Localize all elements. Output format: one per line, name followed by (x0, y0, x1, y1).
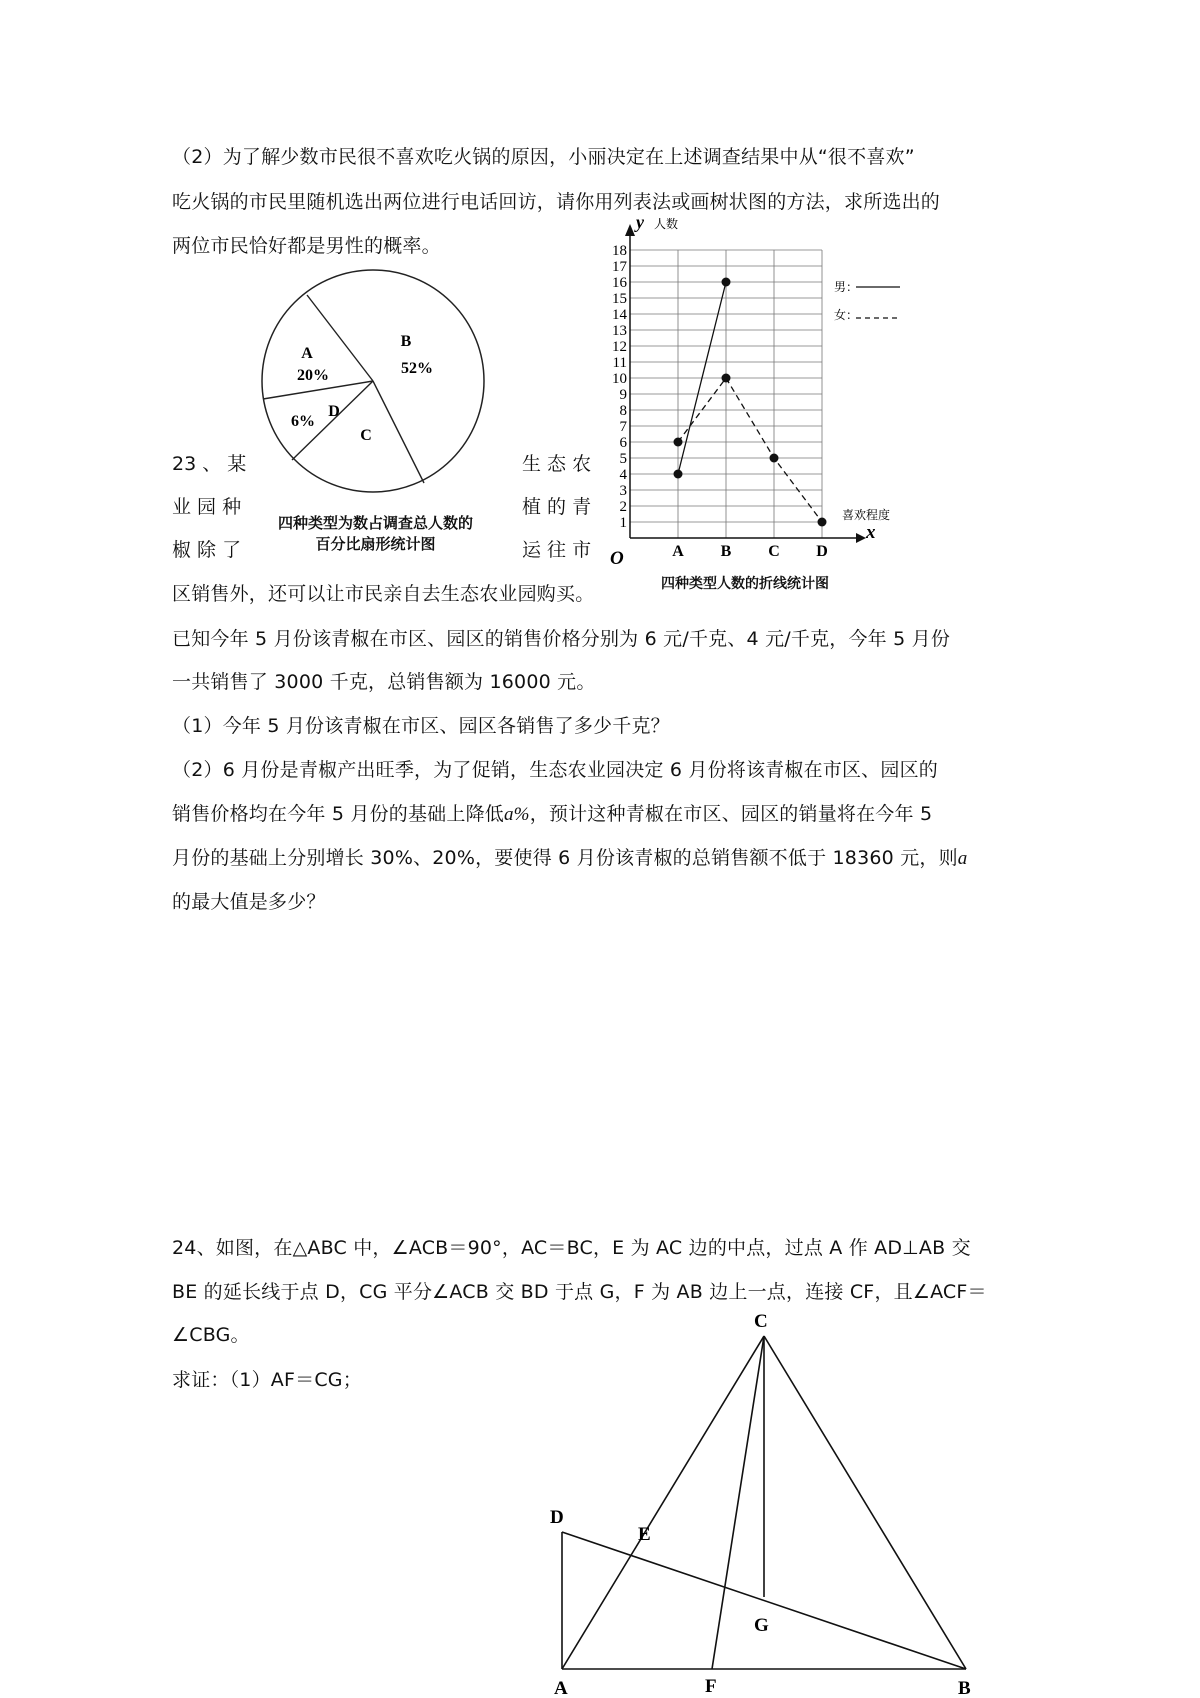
segment-ac (562, 1336, 764, 1669)
chart-grid (630, 250, 822, 538)
q23-frag-left-1: 23 、 某 (172, 453, 247, 475)
y-tick-label: 1 (619, 515, 627, 531)
x-axis-arrow (856, 533, 866, 543)
line-chart-caption: 四种类型人数的折线统计图 (661, 576, 829, 592)
y-tick-label: 9 (619, 387, 627, 403)
chart-series (674, 278, 827, 527)
y-tick-label: 3 (619, 483, 627, 499)
x-tick-label: D (816, 543, 828, 560)
pie-caption-line1: 四种类型为数占调查总人数的 (277, 514, 473, 532)
q23-line6: 一共销售了 3000 千克，总销售额为 16000 元。 (172, 671, 596, 693)
y-tick-label: 10 (612, 371, 627, 387)
q23-question2-line4: 的最大值是多少？ (172, 891, 326, 913)
series-point-female (770, 454, 779, 463)
y-tick-label: 2 (619, 499, 627, 515)
y-tick-label: 4 (619, 467, 627, 483)
x-axis-unit: 喜欢程度 (842, 508, 891, 522)
y-tick-label: 13 (612, 323, 627, 339)
q24-line3: ∠CBG。 (172, 1324, 250, 1346)
y-tick-label: 8 (619, 403, 627, 419)
q23-question2-line1: （2）6 月份是青椒产出旺季，为了促销，生态农业园决定 6 月份将该青椒在市区、园区的 (172, 759, 938, 781)
x-tick-label: C (768, 543, 780, 560)
legend-female-label: 女： (834, 308, 859, 322)
q23-frag-left-3: 椒 除 了 (172, 539, 242, 561)
q22-part2-line3: 两位市民恰好都是男性的概率。 (172, 235, 441, 257)
point-label-b: B (958, 1678, 971, 1698)
y-tick-label: 17 (612, 259, 627, 275)
q23-q2-line3-part-a: 月份的基础上分别增长 30%、20%，要使得 6 月份该青椒的总销售额不低于 18360 元，则 (172, 847, 958, 869)
q23-frag-right-1: 生 态 农 (522, 453, 592, 475)
pie-caption (248, 513, 503, 555)
q24-prove: 求证：（1）AF＝CG； (172, 1369, 362, 1391)
series-point-female (674, 438, 683, 447)
x-tick-label: B (720, 543, 732, 560)
chart-x-ticks (672, 543, 828, 560)
pie-divider-bc (373, 381, 424, 483)
q23-frag-right-3: 运 往 市 (522, 539, 592, 561)
y-axis-unit: 人数 (654, 217, 679, 231)
series-line-female (678, 378, 822, 522)
pie-label-d: D (328, 403, 340, 420)
pie-label-a: A (301, 345, 313, 362)
y-tick-label: 6 (619, 435, 627, 451)
legend-male-label: 男： (834, 280, 859, 294)
y-tick-label: 5 (619, 451, 627, 467)
y-tick-label: 14 (612, 307, 627, 323)
y-tick-label: 15 (612, 291, 627, 307)
q23-question2-line3 (172, 846, 968, 871)
pie-label-b: B (400, 333, 412, 350)
segment-bc (764, 1336, 966, 1669)
y-axis-arrow (625, 224, 635, 236)
q23-q2-line2-part-b: ，预计这种青椒在市区、园区的销量将在今年 5 (529, 803, 933, 825)
series-point-male (674, 470, 683, 479)
pie-label-c: C (360, 427, 372, 444)
point-label-d: D (550, 1507, 564, 1528)
y-tick-label: 7 (619, 419, 627, 435)
chart-y-ticks (612, 243, 628, 531)
pie-percent-b: 52% (401, 360, 433, 377)
q23-frag-right-2: 植 的 青 (522, 496, 592, 518)
point-label-c: C (754, 1311, 768, 1332)
pie-caption-line2: 百分比扇形统计图 (315, 535, 436, 553)
y-tick-label: 12 (612, 339, 627, 355)
q22-part2-line2: 吃火锅的市民里随机选出两位进行电话回访，请你用列表法或画树状图的方法，求所选出的 (172, 191, 941, 213)
pie-percent-a: 20% (297, 367, 329, 384)
point-label-f: F (705, 1676, 717, 1697)
q23-line5: 已知今年 5 月份该青椒在市区、园区的销售价格分别为 6 元/千克、4 元/千克，今年 5 月份 (172, 628, 951, 650)
series-point-female (722, 374, 731, 383)
point-label-a: A (554, 1678, 568, 1698)
q23-frag-left-2: 业 园 种 (172, 496, 242, 518)
q23-question1: （1）今年 5 月份该青椒在市区、园区各销售了多少千克？ (172, 715, 670, 737)
y-axis-name: y (636, 212, 644, 232)
triangle-figure (540, 1300, 1000, 1698)
x-tick-label: A (672, 543, 684, 560)
q23-variable-a-percent: a% (503, 804, 530, 825)
series-point-male (722, 278, 731, 287)
q24-line2: BE 的延长线于点 D，CG 平分∠ACB 交 BD 于点 G，F 为 AB 边上一点，连接 CF，且∠ACF＝ (172, 1281, 987, 1303)
line-chart (598, 212, 908, 577)
q23-question2-line2 (172, 802, 932, 827)
point-label-e: E (638, 1524, 651, 1545)
y-tick-label: 16 (612, 275, 627, 291)
y-tick-label: 11 (612, 355, 627, 371)
pie-percent-d: 6% (291, 413, 315, 430)
point-label-g: G (754, 1615, 769, 1636)
x-axis-name: x (866, 522, 876, 543)
q23-q2-line2-part-a: 销售价格均在今年 5 月份的基础上降低 (172, 803, 504, 825)
origin-label: O (610, 548, 624, 569)
y-tick-label: 18 (612, 243, 627, 259)
q23-line4: 区销售外，还可以让市民亲自去生态农业园购买。 (172, 583, 595, 605)
series-point-female (818, 518, 827, 527)
q22-part2-line1: （2）为了解少数市民很不喜欢吃火锅的原因，小丽决定在上述调查结果中从“很不喜欢” (172, 146, 915, 168)
q24-line1: 24、如图，在△ABC 中，∠ACB＝90°，AC＝BC，E 为 AC 边的中点，过点 A 作 AD⊥AB 交 (172, 1237, 971, 1259)
pie-chart (255, 262, 495, 502)
q23-variable-a: a (957, 848, 968, 869)
